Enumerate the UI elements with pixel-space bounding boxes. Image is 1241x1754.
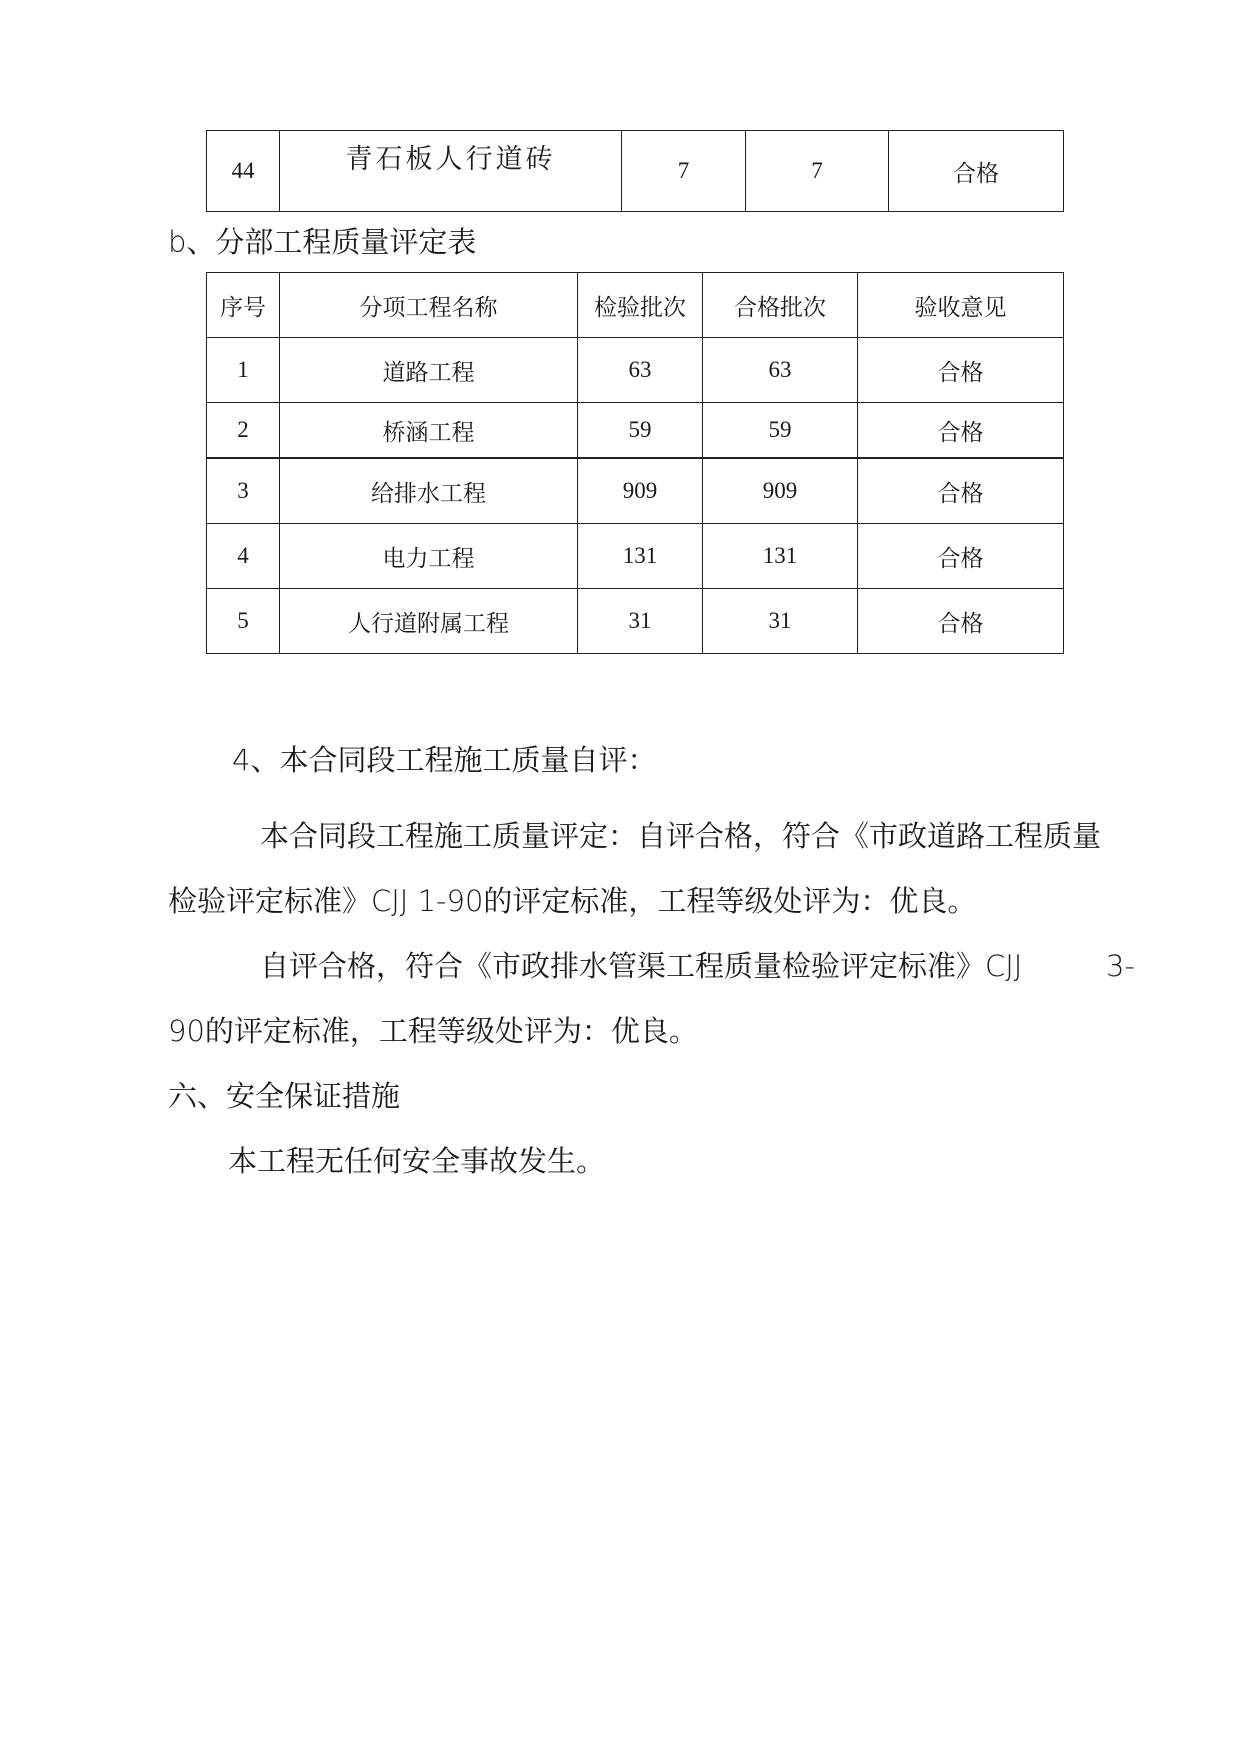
table-row: [207, 458, 1064, 524]
section-4-paragraph-2-cont: 90的评定标准，工程等级处评为：优良。: [168, 1014, 698, 1048]
cell-no: 1: [207, 338, 280, 403]
continued-table: [206, 130, 1064, 212]
table-row: [207, 403, 1064, 459]
cell-no: 5: [207, 589, 280, 654]
table-header-row: [207, 273, 1064, 338]
cell-inspected: 59: [578, 403, 703, 459]
section-4-paragraph-1-cont: 检验评定标准》CJJ 1-90的评定标准，工程等级处评为：优良。: [168, 884, 977, 918]
table-row: [207, 338, 1064, 403]
cell-qualified: 7: [746, 131, 889, 212]
cell-name: 道路工程: [280, 338, 578, 403]
section-b-title: b、分部工程质量评定表: [168, 225, 477, 259]
cell-opinion: 合格: [858, 403, 1064, 459]
cell-inspected: 63: [578, 338, 703, 403]
section-4-heading: 4、本合同段工程施工质量自评：: [232, 743, 657, 777]
cell-inspected: 7: [622, 131, 746, 212]
cell-opinion: 合格: [858, 338, 1064, 403]
cell-inspected: 131: [578, 524, 703, 589]
header-name: 分项工程名称: [280, 273, 578, 338]
header-inspected: 检验批次: [578, 273, 703, 338]
section-4-paragraph-1: 本合同段工程施工质量评定：自评合格，符合《市政道路工程质量: [260, 819, 1102, 853]
section-4-paragraph-2-tail: 3-: [1106, 949, 1135, 983]
cell-opinion: 合格: [858, 589, 1064, 654]
cell-opinion: 合格: [889, 131, 1064, 212]
table-row: [207, 131, 1064, 212]
header-no: 序号: [207, 273, 280, 338]
cell-qualified: 131: [703, 524, 858, 589]
cell-inspected: 909: [578, 458, 703, 524]
section-6-heading: 六、安全保证措施: [168, 1079, 401, 1113]
section-6-text: 本工程无任何安全事故发生。: [228, 1144, 606, 1178]
cell-no: 4: [207, 524, 280, 589]
cell-name: 人行道附属工程: [280, 589, 578, 654]
cell-no: 3: [207, 458, 280, 524]
cell-no: 2: [207, 403, 280, 459]
cell-name: 桥涵工程: [280, 403, 578, 459]
cell-name: 电力工程: [280, 524, 578, 589]
cell-inspected: 31: [578, 589, 703, 654]
cell-name: 青石板人行道砖: [280, 131, 622, 212]
cell-qualified: 31: [703, 589, 858, 654]
header-opinion: 验收意见: [858, 273, 1064, 338]
quality-assessment-table: [206, 272, 1064, 654]
table-row: [207, 589, 1064, 654]
section-4-paragraph-2: 自评合格，符合《市政排水管渠工程质量检验评定标准》CJJ: [260, 949, 1023, 983]
cell-name: 给排水工程: [280, 458, 578, 524]
cell-no: 44: [207, 131, 280, 212]
cell-qualified: 909: [703, 458, 858, 524]
cell-opinion: 合格: [858, 458, 1064, 524]
header-qualified: 合格批次: [703, 273, 858, 338]
table-row: [207, 524, 1064, 589]
cell-qualified: 63: [703, 338, 858, 403]
cell-opinion: 合格: [858, 524, 1064, 589]
cell-qualified: 59: [703, 403, 858, 459]
